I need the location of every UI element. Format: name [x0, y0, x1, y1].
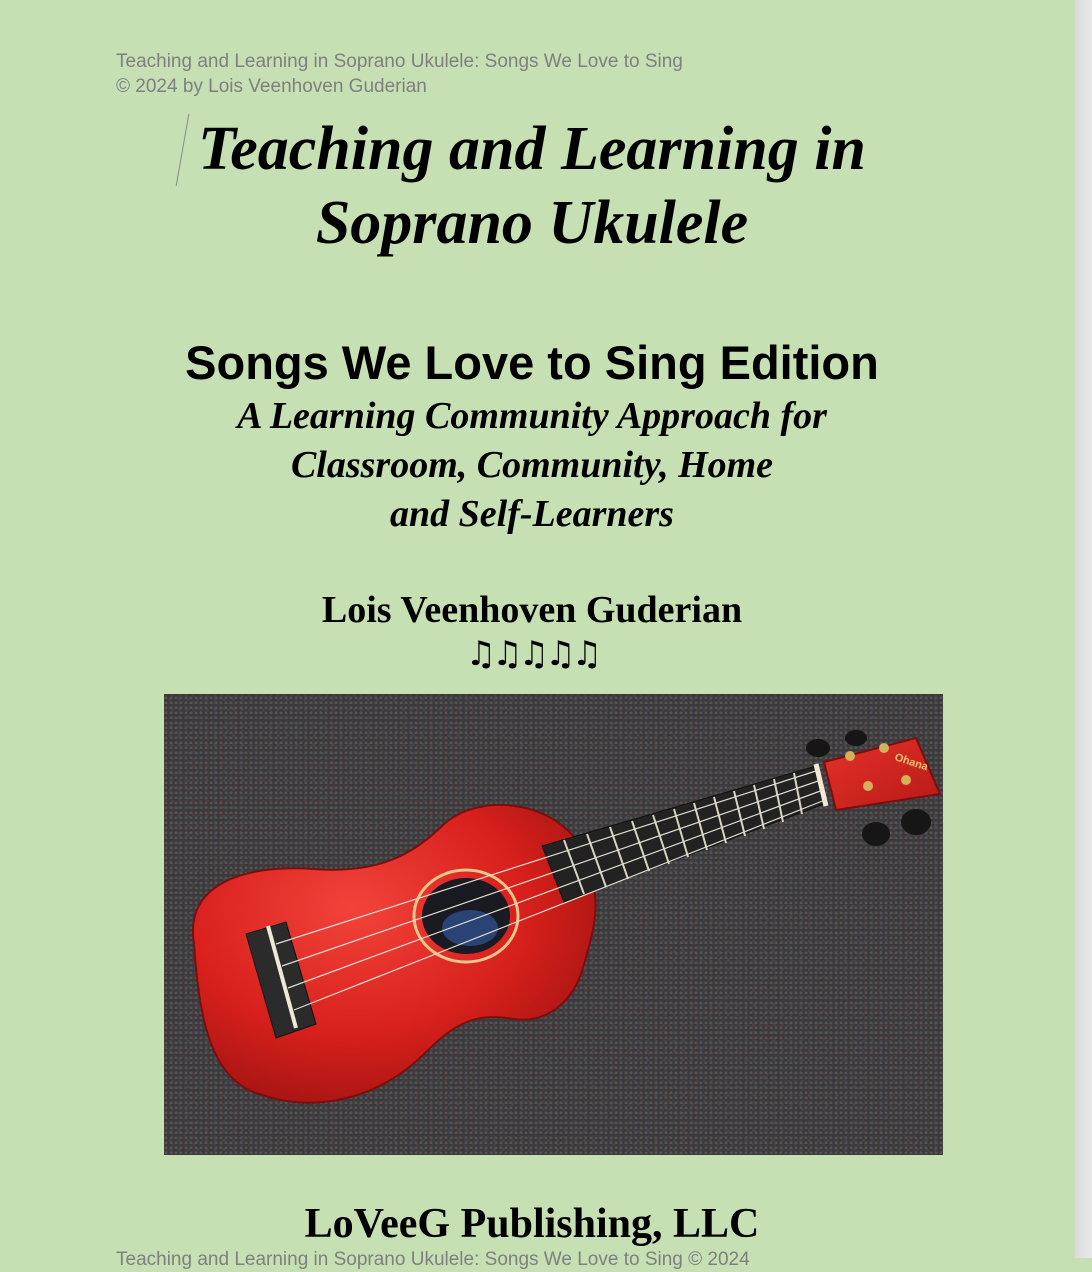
- ukulele-photo: [164, 694, 943, 1155]
- tagline-line-1: A Learning Community Approach for: [237, 395, 827, 437]
- tagline-line-2: Classroom, Community, Home: [290, 444, 774, 486]
- music-notes-ornament: ♫♫♫♫♫: [465, 634, 599, 674]
- edition-subtitle: Songs We Love to Sing Edition: [185, 336, 879, 389]
- publisher-name: LoVeeG Publishing, LLC: [304, 1201, 760, 1247]
- header-title-line: Teaching and Learning in Soprano Ukulele: Songs We Love to Sing: [116, 51, 683, 72]
- author-name: Lois Veenhoven Guderian: [321, 589, 743, 631]
- title-line-2: Soprano Ukulele: [315, 189, 749, 257]
- page-edge: [1074, 0, 1092, 1258]
- tagline: [100, 392, 964, 539]
- running-footer: Teaching and Learning in Soprano Ukulele: Songs We Love to Sing © 2024: [116, 1249, 750, 1270]
- header-copyright-line: © 2024 by Lois Veenhoven Guderian: [116, 76, 427, 97]
- title-line-1: Teaching and Learning in: [198, 115, 866, 183]
- fretboard: [542, 766, 824, 902]
- tagline-line-3: and Self-Learners: [390, 493, 674, 535]
- book-title: [100, 112, 964, 260]
- headstock-brand: Ohana: [893, 751, 930, 774]
- running-header: [116, 49, 683, 99]
- ukulele-illustration: [164, 694, 943, 1155]
